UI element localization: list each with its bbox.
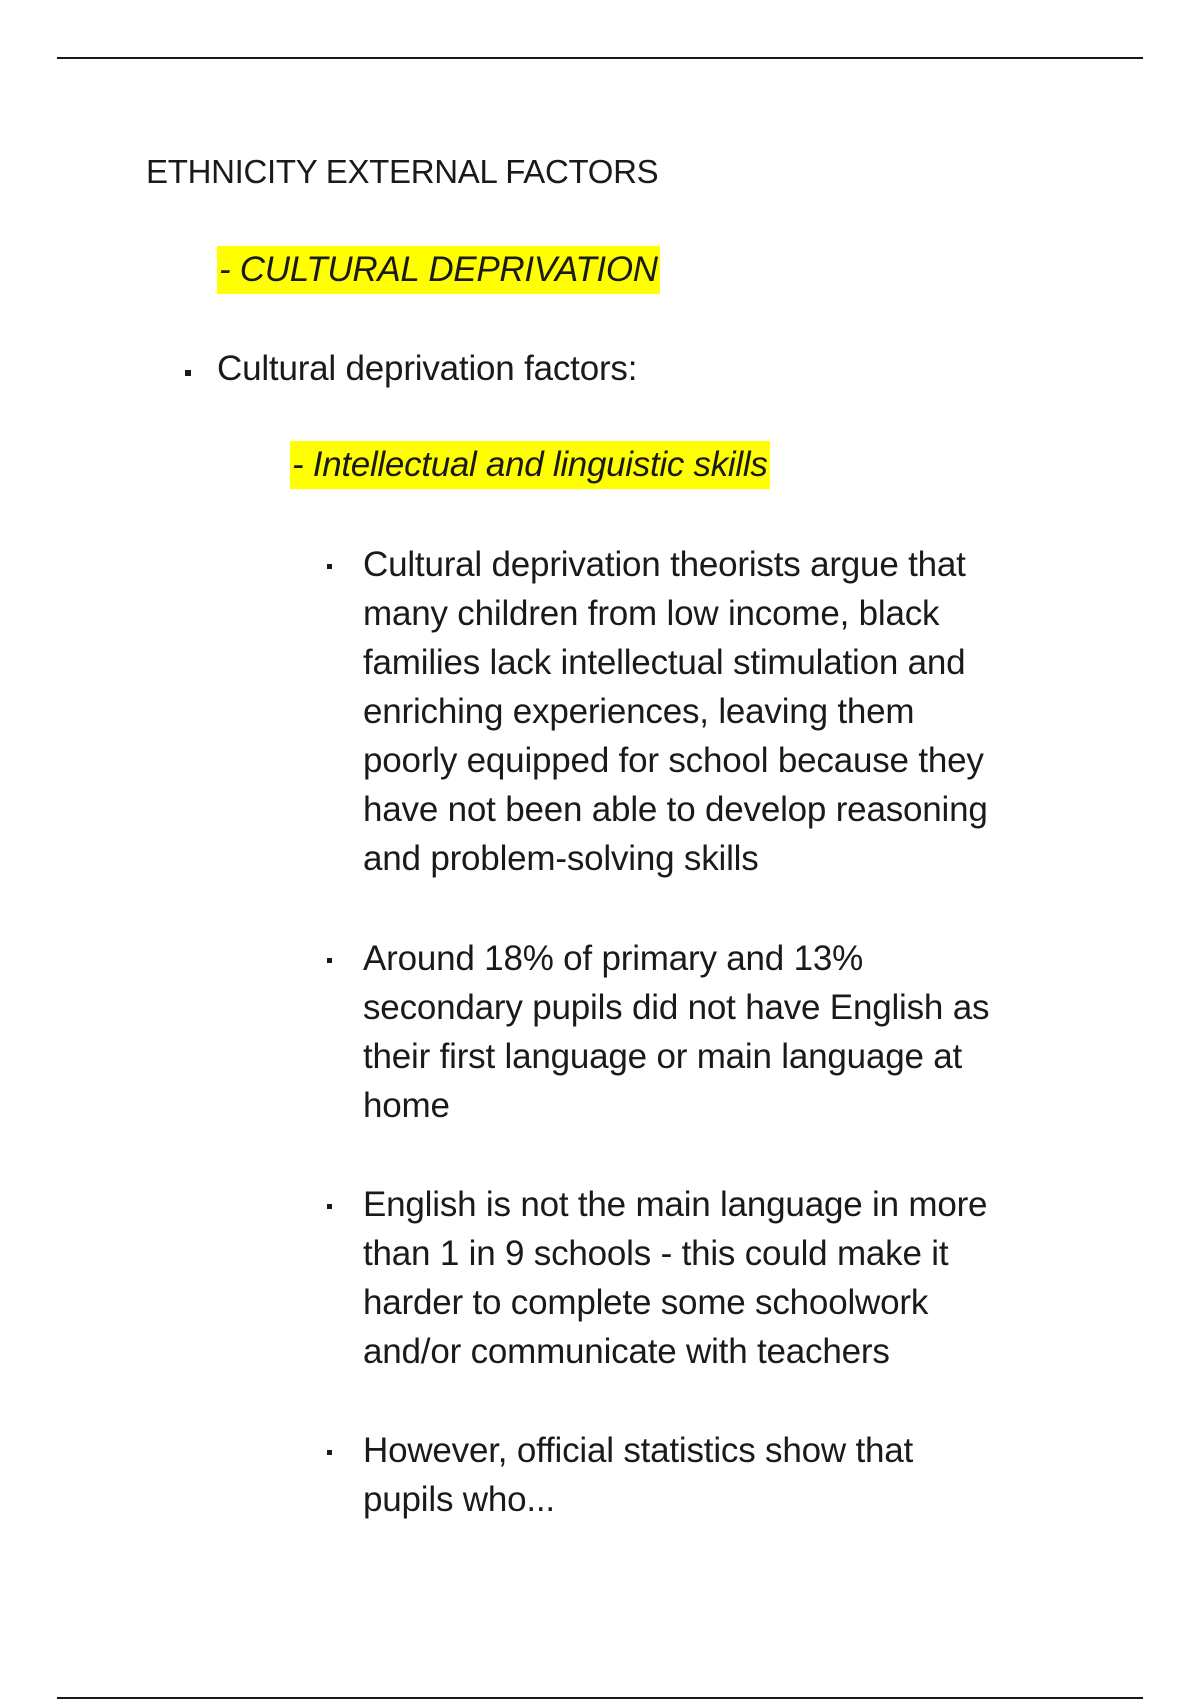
list-item-line: their first language or main language at bbox=[363, 1037, 963, 1076]
bullet-icon bbox=[327, 564, 332, 569]
bullet-icon bbox=[327, 1450, 332, 1455]
bullet-icon bbox=[327, 958, 332, 963]
list-item-line: many children from low income, black bbox=[363, 594, 940, 633]
list-item-line: Around 18% of primary and 13% bbox=[363, 939, 864, 978]
list-item-line: families lack intellectual stimulation and bbox=[363, 643, 966, 682]
list-item-line: and/or communicate with teachers bbox=[363, 1332, 890, 1371]
bullet-icon bbox=[185, 370, 191, 376]
page-title: ETHNICITY EXTERNAL FACTORS bbox=[146, 153, 659, 190]
subheading-highlighted: - Intellectual and linguistic skills bbox=[290, 441, 770, 489]
list-item-line: have not been able to develop reasoning bbox=[363, 790, 988, 829]
list-item-line: English is not the main language in more bbox=[363, 1185, 988, 1224]
list-item-text: Cultural deprivation factors: bbox=[217, 349, 638, 388]
list-item-level1 bbox=[217, 344, 1017, 393]
bullet-icon bbox=[327, 1204, 332, 1209]
list-item-line: Cultural deprivation theorists argue that bbox=[363, 545, 966, 584]
list-item-line: home bbox=[363, 1086, 450, 1125]
list-item bbox=[363, 1426, 1063, 1524]
list-item-line: pupils who... bbox=[363, 1480, 555, 1519]
list-item-line: and problem-solving skills bbox=[363, 839, 759, 878]
section-heading-highlighted: - CULTURAL DEPRIVATION bbox=[217, 246, 660, 294]
bottom-rule bbox=[57, 1697, 1143, 1699]
top-rule bbox=[57, 57, 1143, 59]
list-item-line: secondary pupils did not have English as bbox=[363, 988, 990, 1027]
list-item-line: However, official statistics show that bbox=[363, 1431, 914, 1470]
list-item bbox=[363, 934, 1063, 1130]
list-item bbox=[363, 540, 1063, 883]
list-item-line: poorly equipped for school because they bbox=[363, 741, 984, 780]
list-item-line: than 1 in 9 schools - this could make it bbox=[363, 1234, 949, 1273]
list-item bbox=[363, 1180, 1063, 1376]
list-item-line: harder to complete some schoolwork bbox=[363, 1283, 929, 1322]
list-item-line: enriching experiences, leaving them bbox=[363, 692, 915, 731]
